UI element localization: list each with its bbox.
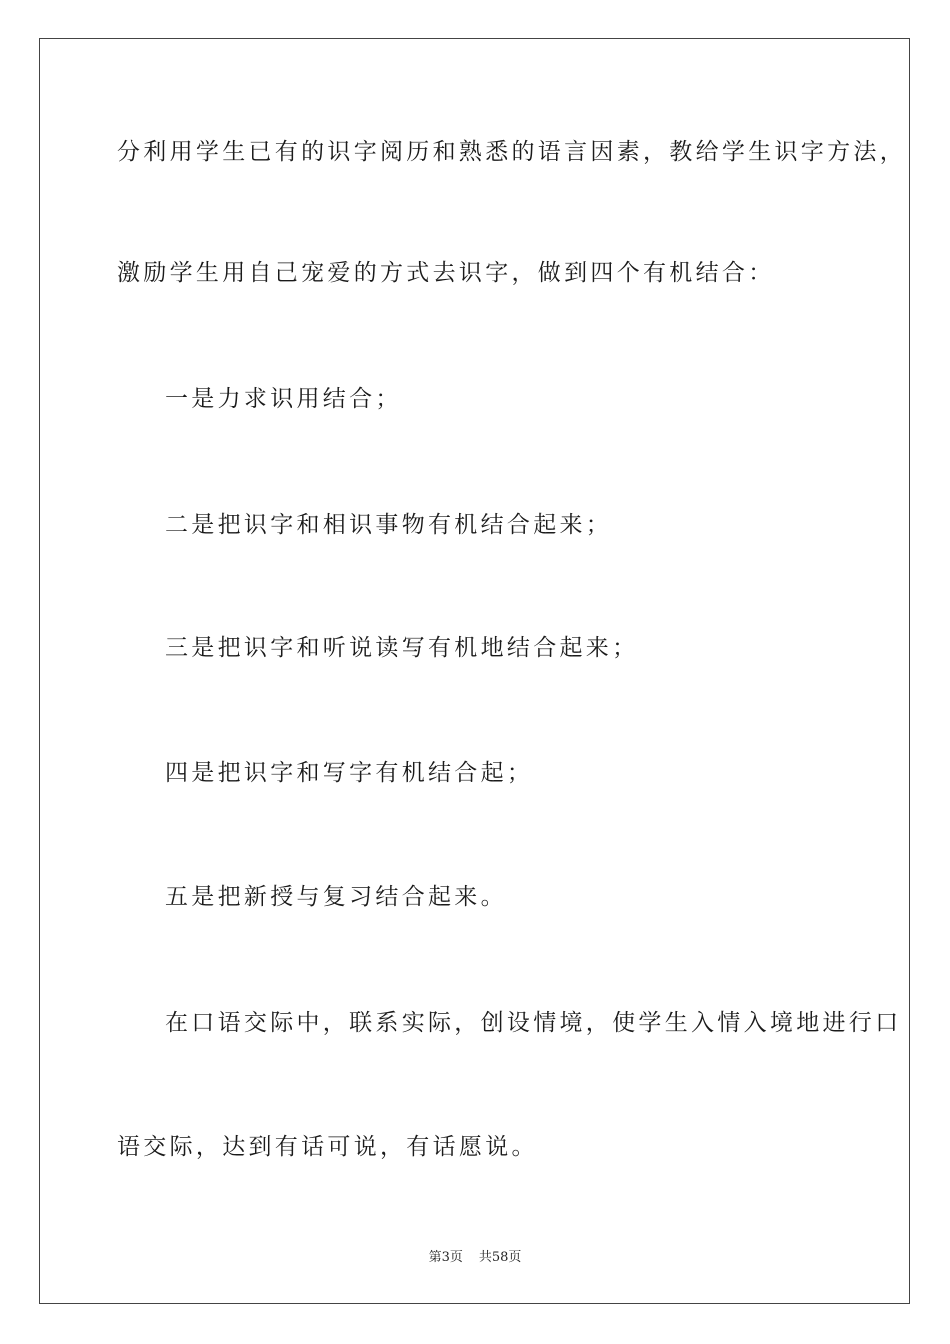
page-number: 第3页 xyxy=(428,1250,463,1265)
text-line-4: 二是把识字和相识事物有机结合起来； xyxy=(165,512,613,538)
text-line-8: 在口语交际中，联系实际，创设情境，使学生入情入境地进行口 xyxy=(165,1010,902,1036)
text-line-7: 五是把新授与复习结合起来。 xyxy=(165,884,507,910)
text-line-1: 分利用学生已有的识字阅历和熟悉的语言因素，教给学生识字方法， xyxy=(117,139,906,165)
text-line-9: 语交际，达到有话可说，有话愿说。 xyxy=(117,1134,538,1160)
text-line-5: 三是把识字和听说读写有机地结合起来； xyxy=(165,635,639,661)
total-pages: 共58页 xyxy=(478,1250,522,1265)
page-border xyxy=(39,38,910,1304)
text-line-2: 激励学生用自己宠爱的方式去识字，做到四个有机结合： xyxy=(117,260,775,286)
text-line-6: 四是把识字和写字有机结合起； xyxy=(165,760,534,786)
text-line-3: 一是力求识用结合； xyxy=(165,386,402,412)
page-footer xyxy=(0,1246,950,1265)
